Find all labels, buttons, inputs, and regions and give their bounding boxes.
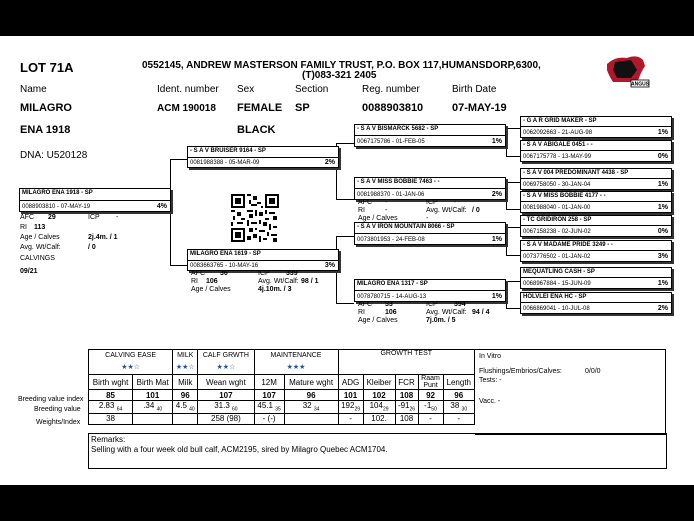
stars-maint: ★★★ [254,361,338,375]
box-sub: 0067175786 - 01-FEB-05 [357,139,425,145]
pedigree-gen3-box[interactable] [520,215,672,237]
gd-ri-label: RI [358,207,365,214]
box-pct: 1% [491,138,502,145]
connector [336,303,354,304]
catalogue-page [0,36,694,485]
lot-number: LOT 71A [20,60,74,75]
gd2-ri: 106 [385,309,397,316]
connector [170,159,187,160]
self-ri-label: RI [20,224,27,231]
box-sub: 0073776502 - 01-JAN-02 [523,254,591,260]
connector [506,128,520,129]
row-label-bv: Breeding value [34,406,81,413]
header-ident: Ident. number [157,84,219,95]
connector [336,236,354,237]
box-sub: 0066869041 - 10-JUL-08 [523,306,590,312]
connector [506,255,520,256]
box-pct: 1% [657,280,668,287]
box-title: HOLVLEI ENA HC - SP [523,294,587,300]
stars-milk: ★★☆ [173,361,198,375]
connector [506,182,520,183]
box-pct: 0% [657,153,668,160]
col-header: Length [443,375,474,390]
box-sub: 0069758050 - 30-JAN-04 [523,182,591,188]
bvi-cell: 96 [443,390,474,401]
bvi-cell: 96 [284,390,338,401]
bv-cell: $104_{29}$ [363,401,395,414]
gd-age-label: Age / Calves [358,215,398,222]
col-header: FCR [395,375,418,390]
dam-icp-label: ICP [258,270,270,277]
box-sub: 0081988388 - 05-MAR-09 [190,160,260,166]
group-calving: CALVING EASE [89,350,173,361]
dam-ri: 106 [206,278,218,285]
pedigree-gen2-box[interactable] [354,279,506,302]
row-label-wi: Weights/Index [36,419,81,426]
wi-cell: 108 [395,413,418,424]
col-header: ADG [338,375,363,390]
gd-icp: - [454,199,457,206]
bvi-cell: 107 [254,390,284,401]
box-title: - S A V IRON MOUNTAIN 8066 - SP [357,224,455,230]
gd2-wt-label: Avg. Wt/Calf: [426,309,467,316]
box-sub: 0083663765 - 10-MAY-16 [190,263,259,269]
connector [506,182,507,209]
self-afc-label: AFC [20,214,34,221]
box-title: - S A V ABIGALE 0451 - - [523,142,593,148]
breeding-values-table [88,349,475,425]
animal-sex: FEMALE [237,102,283,114]
animal-reg: 0088903810 [362,102,424,114]
wi-cell [173,413,198,424]
dam-ri-label: RI [191,278,198,285]
self-wt-label: Avg. Wt/Calf: [20,244,61,251]
dam-afc-label: AFC [191,270,205,277]
box-pct: 4% [156,203,167,210]
bv-cell: $192_{29}$ [338,401,363,414]
bvi-cell: 101 [338,390,363,401]
qr-code-icon [231,194,279,242]
gd2-age: 7j.0m. / 5 [426,317,456,324]
wi-cell: - (-) [254,413,284,424]
box-title: - G A R GRID MAKER - SP [523,118,597,124]
pedigree-gen3-box[interactable] [520,267,672,289]
connector [170,159,171,265]
calvings-label: CALVINGS [20,255,55,262]
box-pct: 0% [657,228,668,235]
pedigree-gen3-box[interactable] [520,140,672,162]
box-pct: 3% [324,262,335,269]
dam-age-label: Age / Calves [191,286,231,293]
group-milk: MILK [173,350,198,361]
angus-logo-icon [601,50,651,96]
flushings-label: Flushings/Embrios/Calves: [479,368,562,375]
bvi-cell: 107 [198,390,254,401]
bv-cell: 45.1 $_{35}$ [254,401,284,414]
gd-afc-label: AFC [358,199,372,206]
gd-ri: - [385,207,388,214]
wi-cell: - [418,413,443,424]
dam-wt: 98 / 1 [301,278,319,285]
col-header: Raam Punt [418,375,443,390]
header-section: Section [295,84,329,95]
remarks-label: Remarks: [91,435,126,444]
dam-icp: 339 [286,270,298,277]
animal-colour: BLACK [237,124,276,136]
box-pct: 1% [491,293,502,300]
box-title: - TC GRIDIRON 258 - SP [523,217,592,223]
box-sub: 0081988370 - 01-JAN-06 [357,192,425,198]
col-header: Kleiber [363,375,395,390]
calvings: 09/21 [20,268,38,275]
bvi-cell: 101 [133,390,173,401]
bv-cell: .34 $_{40}$ [133,401,173,414]
gd-icp-label: ICP [426,199,438,206]
gd-wt: / 0 [472,207,480,214]
self-wt: / 0 [88,244,96,251]
box-sub: 0073801953 - 24-FEB-08 [357,237,425,243]
box-title: MILAGRO ENA 1619 - SP [190,251,261,257]
pedigree-gen3-box[interactable] [520,168,672,190]
self-icp-label: ICP [88,214,100,221]
box-title: - S A V BISMARCK 5682 - SP [357,126,439,132]
dam-afc: 36 [220,270,228,277]
col-header: Milk [173,375,198,390]
remarks-box [88,433,667,469]
pedigree-sire-box[interactable] [187,146,339,168]
dna-number: DNA: U520128 [20,150,88,161]
gd2-afc-label: AFC [358,301,372,308]
box-pct: 1% [657,181,668,188]
animal-section: SP [295,102,310,114]
box-title: MILAGRO ENA 1918 - SP [22,190,93,196]
gd2-afc: 33 [385,301,393,308]
wi-cell [133,413,173,424]
animal-name: MILAGRO [20,102,72,114]
pedigree-gen2-box[interactable] [354,177,506,200]
box-title: - S A V MADAME PRIDE 3249 - - [523,242,613,248]
animal-birth: 07-MAY-19 [452,102,507,114]
pedigree-gen2-box[interactable] [354,124,506,147]
in-vitro-box [475,349,666,435]
connector [506,209,520,210]
bvi-cell: 108 [395,390,418,401]
row-label-bvi: Breeding value index [18,396,84,403]
col-header: 12M [254,375,284,390]
breeder-info: 0552145, ANDREW MASTERSON FAMILY TRUST, P.O. BOX 117,HUMANSDORP,6300, [142,60,541,71]
pedigree-gen2-box[interactable] [354,222,506,245]
connector [506,128,507,156]
col-header: Birth Mat [133,375,173,390]
bv-cell: 31.3 $_{60}$ [198,401,254,414]
box-sub: 0068967884 - 15-JUN-09 [523,281,591,287]
pedigree-dam-box[interactable] [187,249,339,271]
connector [336,143,354,144]
wi-cell: 102. [363,413,395,424]
connector [170,265,187,266]
wi-cell: - [338,413,363,424]
bvi-cell: 96 [173,390,198,401]
pedigree-gen3-box[interactable] [520,116,672,138]
box-sub: 0062092663 - 21-AUG-98 [523,130,593,136]
self-icp: - [116,214,119,221]
box-pct: 2% [657,305,668,312]
box-sub: 0078780715 - 14-AUG-13 [357,294,427,300]
box-pct: 2% [324,159,335,166]
box-sub: 0067175778 - 13-MAY-99 [523,154,592,160]
wi-cell [284,413,338,424]
header-reg: Reg. number [362,84,420,95]
bvi-cell: 92 [418,390,443,401]
stars-calving: ★★☆ [89,361,173,375]
group-grwth: CALF GRWTH [198,350,254,361]
header-name: Name [20,84,47,95]
dam-age: 4j.10m. / 3 [258,286,292,293]
box-title: - S A V 004 PREDOMINANT 4438 - SP [523,170,629,176]
connector [506,227,520,228]
bv-cell: 4.5 $_{40}$ [173,401,198,414]
vacc: Vacc. - [479,398,501,405]
col-header: Wean wght [198,375,254,390]
bv-cell: $-1_{50}$ [418,401,443,414]
pedigree-gen3-box[interactable] [520,292,672,314]
box-title: - S A V MISS BOBBIE 7463 - - [357,179,440,185]
header-sex: Sex [237,84,255,95]
pedigree-gen3-box[interactable] [520,191,672,213]
remarks-text: Selling with a four week old bull calf, ACM2195, sired by Milagro Quebec ACM1704. [91,445,388,454]
box-sub: 0088903810 - 07-MAY-19 [22,204,91,210]
bv-cell: 32 $_{34}$ [284,401,338,414]
box-title: - S A V BRUISER 9164 - SP [190,148,266,154]
box-pct: 1% [491,236,502,243]
gd2-icp: 394 [454,301,466,308]
box-sub: 0067158238 - 02-JUN-02 [523,229,591,235]
gd-wt-label: Avg. Wt/Calf: [426,207,467,214]
pedigree-gen3-box[interactable] [520,240,672,262]
tests: Tests: - [479,377,502,384]
bv-cell: 2.83 $_{64}$ [89,401,133,414]
box-sub: 0081988040 - 01-JAN-00 [523,205,591,211]
in-vitro-title: In Vitro [479,353,502,360]
logo-text: ANGUS [630,81,650,88]
gd2-wt: 94 / 4 [472,309,490,316]
box-title: MEQUATLING CASH - SP [523,269,595,275]
connector [506,156,520,157]
box-pct: 1% [657,204,668,211]
bvi-cell: 102 [363,390,395,401]
group-maint: MAINTENANCE [254,350,338,361]
wi-cell: - [443,413,474,424]
flushings-value: 0/0/0 [585,368,601,375]
connector [506,227,507,255]
self-age: 2j.4m. / 1 [88,234,118,241]
pedigree-self-box[interactable] [19,188,171,212]
connector [336,199,354,200]
animal-name2: ENA 1918 [20,124,71,136]
gd2-age-label: Age / Calves [358,317,398,324]
connector [506,281,507,308]
self-age-label: Age / Calves [20,234,60,241]
col-header: Mature wght [284,375,338,390]
wi-cell: 38 [89,413,133,424]
animal-ident: ACM 190018 [157,103,216,114]
connector [506,281,520,282]
col-header: Birth wght [89,375,133,390]
gd2-ri-label: RI [358,309,365,316]
gd2-icp-label: ICP [426,301,438,308]
bv-cell: $-91_{26}$ [395,401,418,414]
box-pct: 3% [657,253,668,260]
self-afc: 29 [48,214,56,221]
connector [506,308,520,309]
gd-age: - [426,215,429,222]
stars-grwth: ★★☆ [198,361,254,375]
box-pct: 1% [657,129,668,136]
bv-cell: 38 $_{30}$ [443,401,474,414]
box-title: MILAGRO ENA 1317 - SP [357,281,428,287]
self-ri: 113 [34,224,46,231]
box-title: - S A V MISS BOBBIE 4177 - - [523,193,606,199]
dam-wt-label: Avg. Wt/Calf: [258,278,299,285]
header-birth: Birth Date [452,84,497,95]
breeder-phone: (T)083-321 2405 [302,70,377,81]
bvi-cell: 85 [89,390,133,401]
gd-afc: - [385,199,388,206]
box-pct: 2% [491,191,502,198]
group-growth-test: GROWTH TEST [338,350,475,361]
wi-cell: 258 (98) [198,413,254,424]
